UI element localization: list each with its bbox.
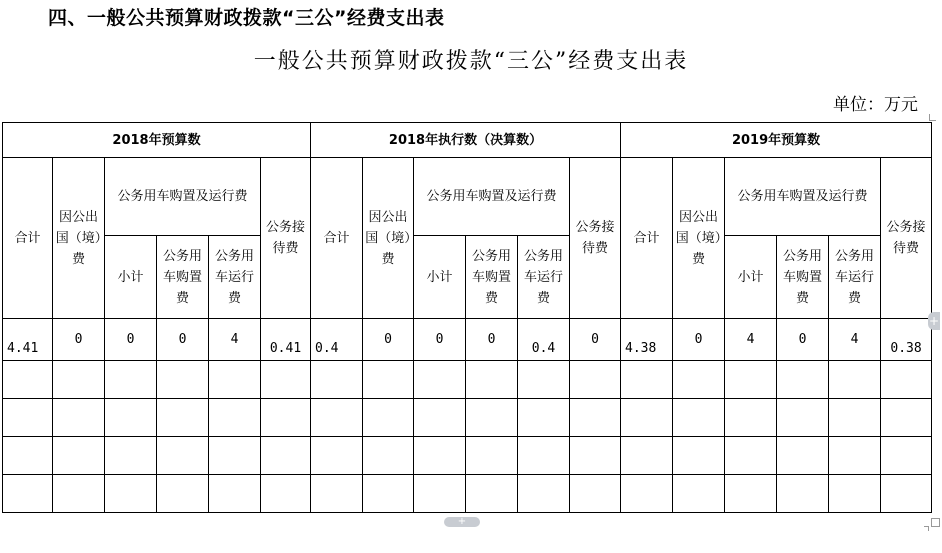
cell-2018-actual-vehicle-subtotal: 0	[414, 319, 466, 361]
header-reception: 公务接待费	[881, 158, 932, 319]
cell-2018-budget-vehicle-subtotal: 0	[105, 319, 157, 361]
cell-2018-actual-vehicle-operation: 0.4	[518, 319, 570, 361]
header-vehicle-purchase: 公务用车购置费	[157, 236, 209, 319]
cell-2019-budget-vehicle-operation: 4	[829, 319, 881, 361]
header-reception: 公务接待费	[261, 158, 311, 319]
header-vehicle-operation: 公务用车运行费	[518, 236, 570, 319]
header-subtotal: 小计	[414, 236, 466, 319]
column-header-row	[3, 158, 932, 236]
cell-2019-budget-abroad: 0	[673, 319, 725, 361]
header-abroad: 因公出国（境）费	[363, 158, 414, 319]
group-2019-budget: 2019年预算数	[621, 123, 932, 158]
cell-2018-budget-total: 4.41	[3, 319, 53, 361]
group-2018-actual: 2018年执行数（决算数）	[311, 123, 621, 158]
cell-2018-actual-vehicle-purchase: 0	[466, 319, 518, 361]
header-vehicle-purchase: 公务用车购置费	[777, 236, 829, 319]
group-header-row	[3, 123, 932, 158]
table-row	[3, 361, 932, 399]
header-vehicle-purchase: 公务用车购置费	[466, 236, 518, 319]
header-vehicle: 公务用车购置及运行费	[105, 158, 261, 236]
header-abroad: 因公出国（境）费	[673, 158, 725, 319]
header-vehicle-operation: 公务用车运行费	[209, 236, 261, 319]
add-column-button[interactable]: +	[928, 314, 940, 328]
table-row	[3, 319, 932, 361]
cell-2018-budget-vehicle-operation: 4	[209, 319, 261, 361]
table-row	[3, 437, 932, 475]
cell-2018-budget-reception: 0.41	[261, 319, 311, 361]
header-vehicle-operation: 公务用车运行费	[829, 236, 881, 319]
header-reception: 公务接待费	[570, 158, 621, 319]
header-subtotal: 小计	[725, 236, 777, 319]
header-total: 合计	[3, 158, 53, 319]
unit-label: 单位：万元	[833, 95, 918, 115]
expense-table	[2, 122, 932, 513]
table-title: 一般公共预算财政拨款“三公”经费支出表	[253, 49, 689, 74]
header-vehicle: 公务用车购置及运行费	[725, 158, 881, 236]
cell-2019-budget-vehicle-subtotal: 4	[725, 319, 777, 361]
header-total: 合计	[311, 158, 363, 319]
cell-2019-budget-reception: 0.38	[881, 319, 932, 361]
header-abroad: 因公出国（境）费	[53, 158, 105, 319]
table-corner-marker	[924, 526, 929, 531]
table-resize-handle[interactable]	[931, 518, 940, 527]
section-heading: 四、一般公共预算财政拨款“三公”经费支出表	[48, 7, 445, 29]
cell-2018-actual-abroad: 0	[363, 319, 414, 361]
cell-2019-budget-total: 4.38	[621, 319, 673, 361]
header-total: 合计	[621, 158, 673, 319]
add-row-button[interactable]: +	[444, 517, 480, 527]
cell-2018-actual-total: 0.4	[311, 319, 363, 361]
cell-2018-actual-reception: 0	[570, 319, 621, 361]
cell-2018-budget-abroad: 0	[53, 319, 105, 361]
table-corner-marker	[929, 114, 936, 121]
header-subtotal: 小计	[105, 236, 157, 319]
table-row	[3, 399, 932, 437]
table-row	[3, 475, 932, 513]
cell-2018-budget-vehicle-purchase: 0	[157, 319, 209, 361]
group-2018-budget: 2018年预算数	[3, 123, 311, 158]
header-vehicle: 公务用车购置及运行费	[414, 158, 570, 236]
cell-2019-budget-vehicle-purchase: 0	[777, 319, 829, 361]
subheader-row	[3, 236, 932, 319]
